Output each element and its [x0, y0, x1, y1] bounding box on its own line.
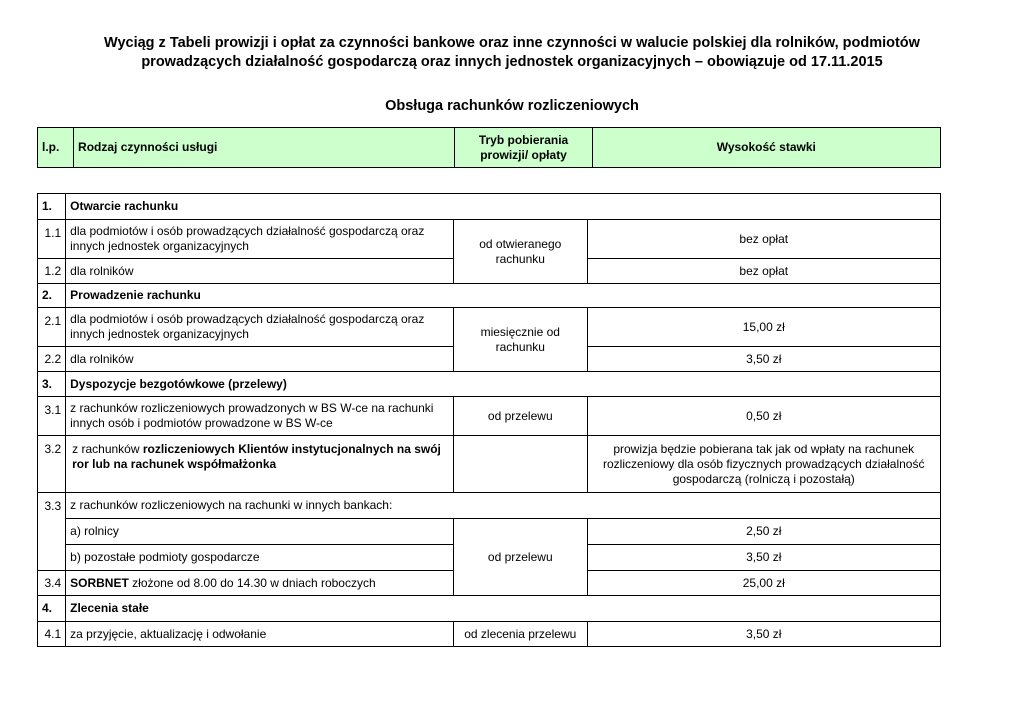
row-label-plain: z rachunków	[72, 442, 143, 456]
row-label-bold: SORBNET	[70, 575, 129, 590]
row-rate: bez opłat	[587, 220, 941, 259]
row-label-rest: złożone od 8.00 do 14.30 w dniach roboczych	[128, 575, 376, 590]
row-number: 1.1	[38, 220, 66, 259]
row-number: 4.1	[38, 622, 66, 647]
row-label: dla rolników	[66, 347, 454, 372]
row-mode: od przelewu	[454, 519, 587, 596]
row-rate: 3,50 zł	[587, 622, 941, 647]
section-label: Zlecenia stałe	[66, 596, 941, 622]
col-rate: Wysokość stawki	[592, 128, 940, 168]
row-number: 3.2	[38, 436, 66, 493]
table-row	[38, 519, 941, 545]
row-number: 2.	[38, 284, 66, 308]
row-number: 1.	[38, 194, 66, 220]
col-name: Rodzaj czynności usługi	[74, 128, 455, 168]
row-mode: miesięcznie od rachunku	[454, 308, 587, 372]
row-number: 3.1	[38, 397, 66, 436]
row-label	[66, 571, 454, 596]
section-subtitle: Obsługa rachunków rozliczeniowych	[385, 98, 639, 114]
header-table	[37, 127, 941, 168]
row-number: 2.1	[38, 308, 66, 347]
title-line-2: prowadzących działalność gospodarczą oraz innych jednostek organizacyjnych – obowiązuje od 17.11.2015	[141, 54, 883, 70]
row-rate: bez opłat	[587, 259, 941, 284]
row-number: 2.2	[38, 347, 66, 372]
row-label	[66, 436, 454, 493]
row-label: a) rolnicy	[66, 519, 454, 545]
row-rate: prowizja będzie pobierana tak jak od wpłaty na rachunek rozliczeniowy dla osób fizycznych prowadzących działalność gospodarczą (rolniczą i pozostałą)	[587, 436, 941, 493]
row-label: za przyjęcie, aktualizację i odwołanie	[66, 622, 454, 647]
fees-table	[37, 193, 941, 647]
document-title	[40, 34, 984, 72]
table-row	[38, 493, 941, 519]
row-number: 4.	[38, 596, 66, 622]
row-label: dla rolników	[66, 259, 454, 284]
table-row	[38, 308, 941, 347]
row-rate: 15,00 zł	[587, 308, 941, 347]
col-mode: Tryb pobierania prowizji/ opłaty	[455, 128, 592, 168]
row-label: b) pozostałe podmioty gospodarcze	[66, 545, 454, 571]
header-row	[38, 128, 941, 168]
table-row	[38, 397, 941, 436]
row-label-bold: rozliczeniowych Klientów instytucjonalnych na swój ror lub na rachunek współmałżonka	[72, 442, 441, 471]
section-row	[38, 194, 941, 220]
row-number: 3.4	[38, 571, 66, 596]
row-mode: od przelewu	[454, 397, 587, 436]
section-label: Otwarcie rachunku	[66, 194, 941, 220]
row-rate: 2,50 zł	[587, 519, 941, 545]
section-row	[38, 372, 941, 397]
section-row	[38, 284, 941, 308]
table-row	[38, 220, 941, 259]
row-number: 3.	[38, 372, 66, 397]
title-line-1: Wyciąg z Tabeli prowizji i opłat za czynności bankowe oraz inne czynności w walucie polskiej dla rolników, podmiotów	[104, 35, 920, 51]
row-label: z rachunków rozliczeniowych prowadzonych w BS W-ce na rachunki innych osób i podmiotów prowadzone w BS W-ce	[66, 397, 454, 436]
row-label: dla podmiotów i osób prowadzących działalność gospodarczą oraz innych jednostek organizacyjnych	[66, 308, 454, 347]
section-row	[38, 596, 941, 622]
row-mode: od zlecenia przelewu	[454, 622, 587, 647]
table-row	[38, 436, 941, 493]
row-rate: 25,00 zł	[587, 571, 941, 596]
row-number: 1.2	[38, 259, 66, 284]
row-rate: 3,50 zł	[587, 347, 941, 372]
row-mode-empty	[454, 436, 587, 493]
section-label: Dyspozycje bezgotówkowe (przelewy)	[66, 372, 941, 397]
row-label: dla podmiotów i osób prowadzących działalność gospodarczą oraz innych jednostek organizacyjnych	[66, 220, 454, 259]
row-rate: 0,50 zł	[587, 397, 941, 436]
row-number: 3.3	[38, 493, 66, 571]
row-label: z rachunków rozliczeniowych na rachunki w innych bankach:	[66, 493, 941, 519]
table-row	[38, 622, 941, 647]
row-rate: 3,50 zł	[587, 545, 941, 571]
row-mode: od otwieranego rachunku	[454, 220, 587, 284]
section-label: Prowadzenie rachunku	[66, 284, 941, 308]
col-lp: l.p.	[38, 128, 74, 168]
